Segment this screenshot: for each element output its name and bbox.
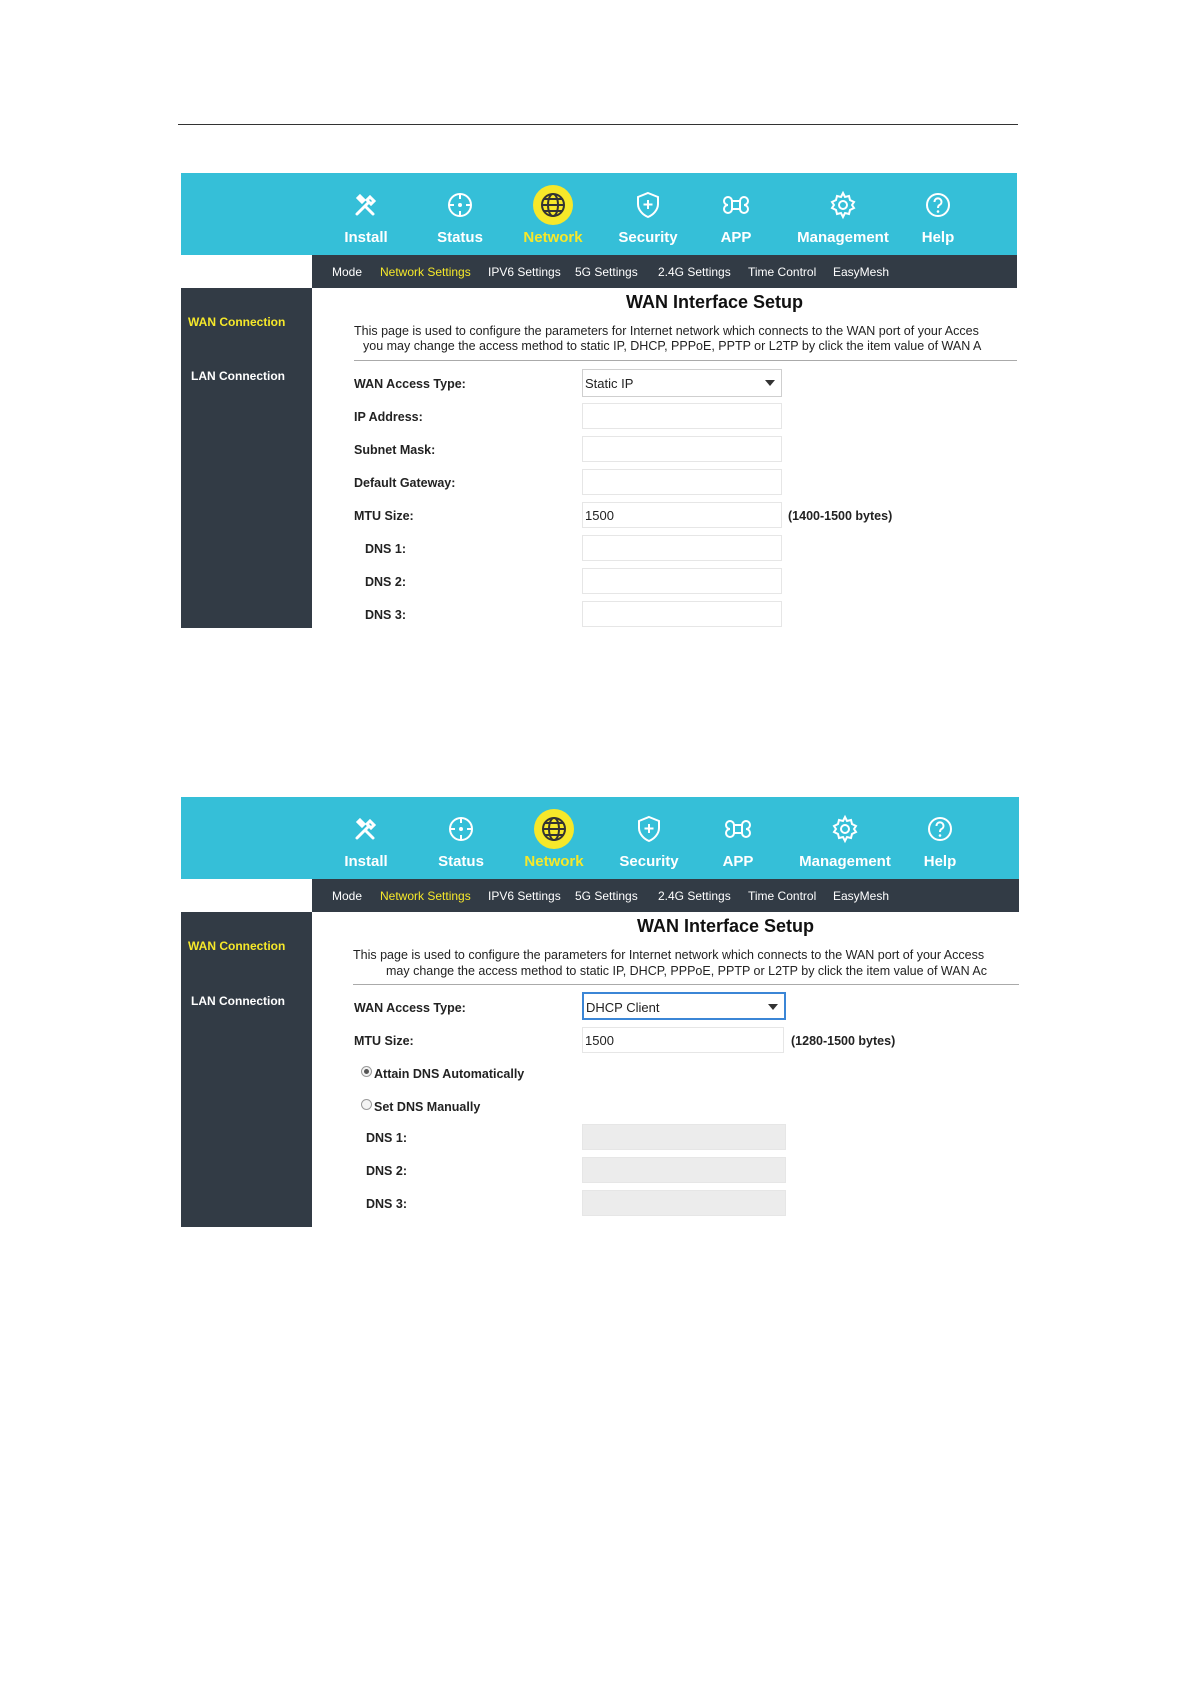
ip-address-label: IP Address: [354, 410, 423, 424]
nav-security-label: Security [619, 853, 679, 870]
subnav-24g-settings[interactable]: 2.4G Settings [658, 889, 731, 903]
nav-network[interactable] [509, 811, 599, 870]
command-icon [718, 187, 754, 223]
tools-icon [348, 187, 384, 223]
subnav-easymesh[interactable]: EasyMesh [833, 265, 890, 279]
subnav-time-control[interactable]: Time Control [748, 889, 817, 903]
nav-help[interactable] [893, 187, 983, 246]
default-gateway-field[interactable] [582, 469, 782, 495]
dns-auto-label: Attain DNS Automatically [374, 1067, 525, 1081]
wan-access-type-select[interactable] [582, 369, 782, 397]
sidebar [181, 912, 312, 1227]
nav-install-label: Install [344, 853, 388, 870]
dns3-label: DNS 3: [365, 608, 406, 622]
question-icon [920, 187, 956, 223]
nav-status-label: Status [437, 229, 483, 246]
wan-access-type-label: WAN Access Type: [354, 377, 466, 391]
nav-management[interactable] [788, 187, 898, 246]
nav-security[interactable] [604, 811, 694, 870]
nav-management[interactable] [790, 811, 900, 870]
main-content [312, 912, 1019, 1227]
screenshot-dhcp-client [181, 797, 1019, 1227]
subnav-ipv6-settings[interactable]: IPV6 Settings [488, 265, 561, 279]
top-nav-bar [181, 797, 1019, 879]
subnav-5g-settings[interactable]: 5G Settings [575, 265, 638, 279]
wan-access-type-label: WAN Access Type: [354, 1001, 466, 1015]
description-line-2: you may change the access method to static IP, DHCP, PPPoE, PPTP or L2TP by click the item value of WAN A [363, 339, 982, 353]
mtu-size-field[interactable]: 1500 [582, 502, 782, 528]
nav-security[interactable] [603, 187, 693, 246]
globe-icon [534, 809, 574, 849]
crosshair-icon [443, 811, 479, 847]
nav-status-label: Status [438, 853, 484, 870]
nav-management-label: Management [799, 853, 891, 870]
dns3-field[interactable] [582, 1190, 786, 1216]
divider [354, 360, 1017, 361]
dns3-field[interactable] [582, 601, 782, 627]
nav-status[interactable] [416, 811, 506, 870]
top-nav-bar [181, 173, 1017, 255]
dns-auto-radio[interactable] [361, 1066, 372, 1077]
description-line-1: This page is used to configure the parameters for Internet network which connects to the WAN port of your Access [353, 948, 985, 962]
nav-app[interactable] [693, 811, 783, 870]
subnav-mode[interactable]: Mode [332, 265, 363, 279]
sidebar-item-wan-connection[interactable]: WAN Connection [188, 315, 286, 329]
shield-plus-icon [631, 811, 667, 847]
sidebar-item-lan-connection[interactable]: LAN Connection [191, 369, 285, 383]
dns2-label: DNS 2: [365, 575, 406, 589]
subnav-easymesh[interactable]: EasyMesh [833, 889, 890, 903]
nav-help-label: Help [923, 853, 957, 870]
nav-status[interactable] [415, 187, 505, 246]
sidebar-item-wan-connection[interactable]: WAN Connection [188, 939, 286, 953]
nav-security-label: Security [618, 229, 678, 246]
nav-management-label: Management [797, 229, 889, 246]
subnet-mask-label: Subnet Mask: [354, 443, 436, 457]
mtu-size-hint: (1400-1500 bytes) [788, 509, 893, 523]
mtu-size-label: MTU Size: [354, 509, 414, 523]
ip-address-field[interactable] [582, 403, 782, 429]
dns2-label: DNS 2: [366, 1164, 407, 1178]
nav-app[interactable] [691, 187, 781, 246]
command-icon [720, 811, 756, 847]
main-content [312, 288, 1017, 628]
nav-help-label: Help [921, 229, 955, 246]
gear-icon [827, 811, 863, 847]
sidebar-item-lan-connection[interactable]: LAN Connection [191, 994, 285, 1008]
nav-app-label: APP [720, 229, 752, 246]
wan-access-type-value: DHCP Client [586, 1000, 660, 1015]
screenshot-static-ip [181, 173, 1017, 628]
sidebar [181, 288, 312, 628]
nav-help[interactable] [895, 811, 985, 870]
dns2-field[interactable] [582, 568, 782, 594]
shield-plus-icon [630, 187, 666, 223]
sub-nav-bar [312, 255, 1017, 288]
subnet-mask-field[interactable] [582, 436, 782, 462]
globe-icon [533, 185, 573, 225]
nav-install[interactable] [321, 187, 411, 246]
page-title: WAN Interface Setup [625, 292, 804, 312]
dns1-field[interactable] [582, 1124, 786, 1150]
nav-install[interactable] [321, 811, 411, 870]
nav-network-label: Network [524, 853, 584, 870]
dns3-label: DNS 3: [366, 1197, 407, 1211]
dns-manual-label: Set DNS Manually [374, 1100, 481, 1114]
dns2-field[interactable] [582, 1157, 786, 1183]
question-icon [922, 811, 958, 847]
description-line-2: may change the access method to static IP, DHCP, PPPoE, PPTP or L2TP by click the item value of WAN Ac [386, 964, 987, 978]
mtu-size-field[interactable]: 1500 [582, 1027, 784, 1053]
subnav-network-settings[interactable]: Network Settings [380, 889, 471, 903]
tools-icon [348, 811, 384, 847]
nav-network[interactable] [508, 187, 598, 246]
dns1-label: DNS 1: [366, 1131, 407, 1145]
nav-install-label: Install [344, 229, 388, 246]
gear-icon [825, 187, 861, 223]
dns1-label: DNS 1: [365, 542, 406, 556]
page-title: WAN Interface Setup [636, 916, 815, 936]
sub-nav-bar [312, 879, 1019, 912]
dns1-field[interactable] [582, 535, 782, 561]
subnav-24g-settings[interactable]: 2.4G Settings [658, 265, 731, 279]
nav-network-label: Network [523, 229, 583, 246]
wan-access-type-select[interactable] [582, 992, 786, 1020]
page-header-rule [178, 124, 1018, 125]
dns-manual-radio[interactable] [361, 1099, 372, 1110]
crosshair-icon [442, 187, 478, 223]
nav-app-label: APP [722, 853, 754, 870]
subnav-network-settings[interactable]: Network Settings [380, 265, 471, 279]
mtu-size-hint: (1280-1500 bytes) [791, 1034, 896, 1048]
wan-access-type-value: Static IP [585, 376, 634, 391]
subnav-mode[interactable]: Mode [332, 889, 363, 903]
subnav-5g-settings[interactable]: 5G Settings [575, 889, 638, 903]
chevron-down-icon [768, 1004, 778, 1010]
default-gateway-label: Default Gateway: [354, 476, 456, 490]
mtu-size-label: MTU Size: [354, 1034, 414, 1048]
subnav-ipv6-settings[interactable]: IPV6 Settings [488, 889, 561, 903]
divider [353, 984, 1019, 985]
description-line-1: This page is used to configure the parameters for Internet network which connects to the WAN port of your Acces [354, 324, 979, 338]
chevron-down-icon [765, 380, 775, 386]
subnav-time-control[interactable]: Time Control [748, 265, 817, 279]
